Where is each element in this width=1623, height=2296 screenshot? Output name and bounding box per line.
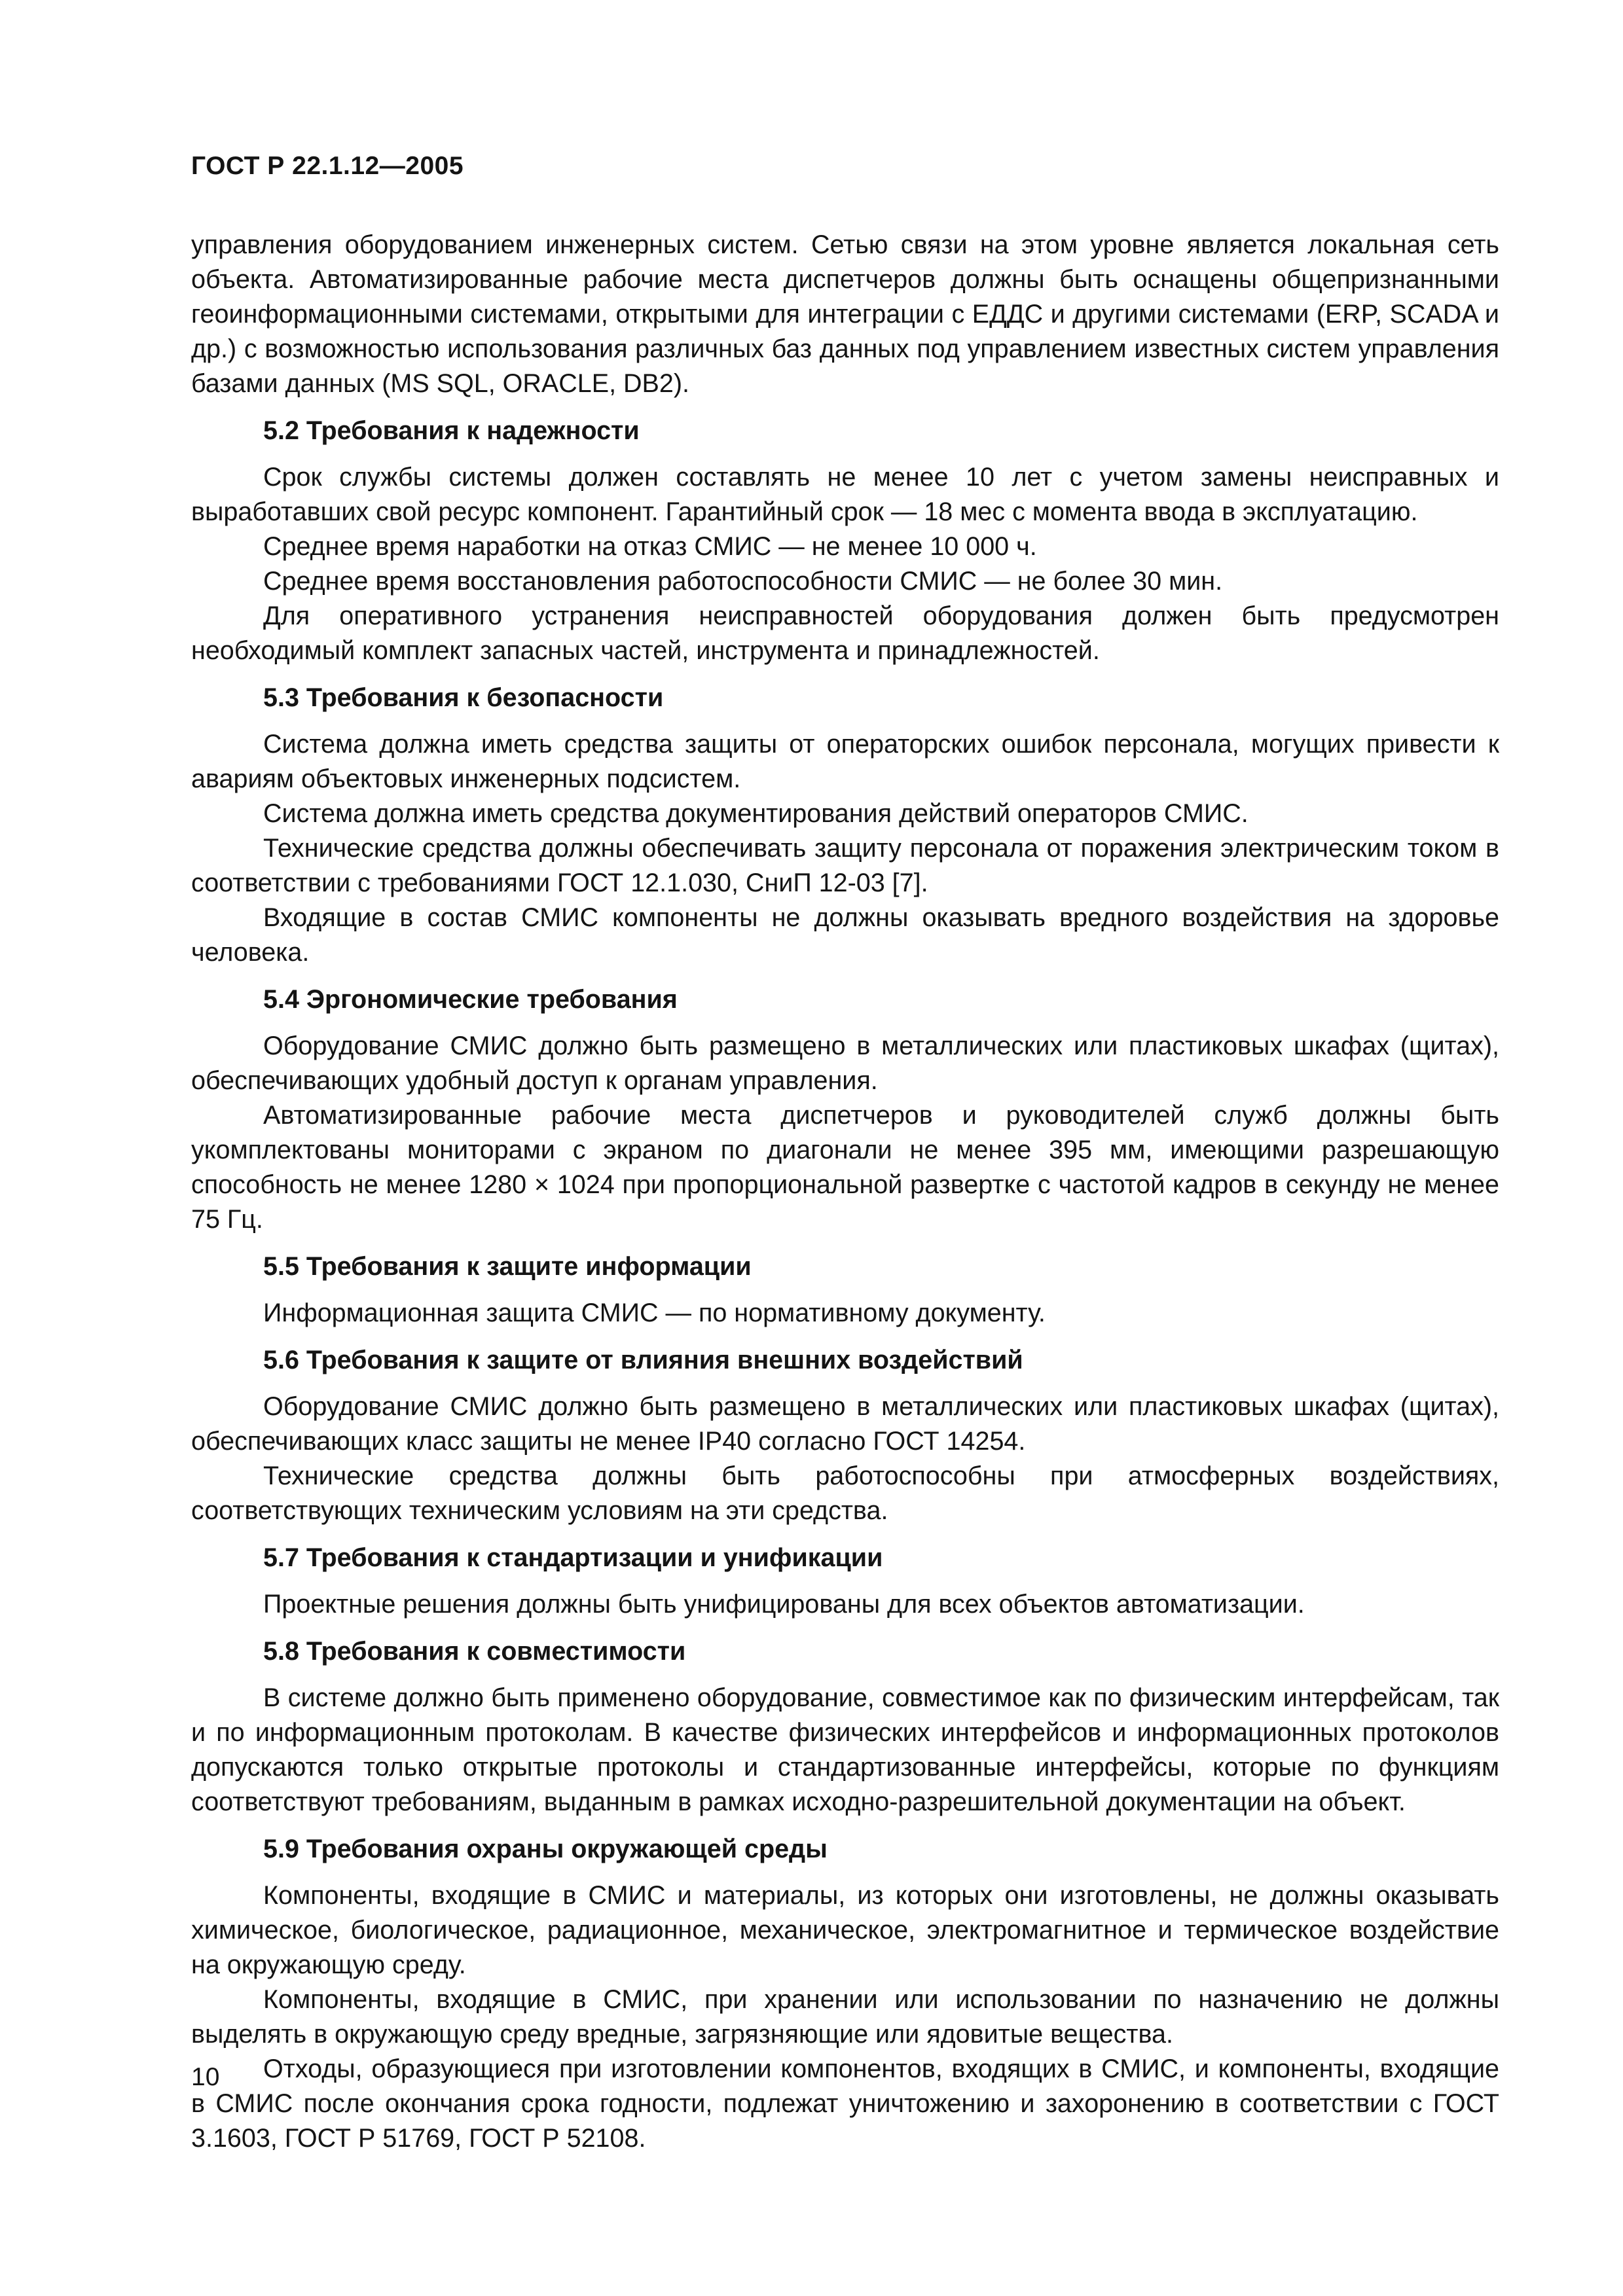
paragraph: Информационная защита СМИС — по нормативному документу. bbox=[263, 1299, 1046, 1327]
paragraph: Для оперативного устранения неисправностей оборудования должен быть предусмотрен необходимый комплект запасных частей, инструмента и принадлежностей. bbox=[191, 601, 1499, 665]
section-title-5-8: 5.8 Требования к совместимости bbox=[263, 1637, 686, 1666]
section-title-5-4: 5.4 Эргономические требования bbox=[263, 985, 678, 1014]
paragraph: Отходы, образующиеся при изготовлении компонентов, входящих в СМИС, и компоненты, входящие в СМИС после окончания срока годности, подлежат уничтожению и захоронению в соответствии с ГОСТ 3.1603, ГОСТ Р 51769, ГОСТ Р 52108. bbox=[191, 2054, 1499, 2153]
paragraph: Оборудование СМИС должно быть размещено в металлических или пластиковых шкафах (щитах), обеспечивающих удобный доступ к органам управления. bbox=[191, 1031, 1499, 1095]
paragraph: Проектные решения должны быть унифицированы для всех объектов автоматизации. bbox=[263, 1590, 1305, 1619]
paragraph: В системе должно быть применено оборудование, совместимое как по физическим интерфейсам, так и по информационным протоколам. В качестве физических интерфейсов и информационных протоколов допускаются только открытые протоколы и стандартизованные интерфейсы, которые по функциям соответствуют требованиям, выданным в рамках исходно-разрешительной документации на объект. bbox=[191, 1683, 1499, 1816]
paragraph: Система должна иметь средства защиты от операторских ошибок персонала, могущих привести к авариям объектовых инженерных подсистем. bbox=[191, 730, 1499, 793]
document-designation: ГОСТ Р 22.1.12—2005 bbox=[191, 152, 464, 180]
paragraph: Среднее время наработки на отказ СМИС — не менее 10 000 ч. bbox=[263, 532, 1037, 561]
paragraph: Компоненты, входящие в СМИС и материалы, из которых они изготовлены, не должны оказывать химическое, биологическое, радиационное, механическое, электромагнитное и термическое воздействие на окружающую среду. bbox=[191, 1881, 1499, 1979]
paragraph: Технические средства должны обеспечивать защиту персонала от поражения электрическим током в соответствии с требованиями ГОСТ 12.1.030, СниП 12-03 [7]. bbox=[191, 834, 1499, 897]
continuation-paragraph: управления оборудованием инженерных систем. Сетью связи на этом уровне является локальная сеть объекта. Автоматизированные рабочие места диспетчеров должны быть оснащены общепризнанными геоинформационными системами, открытыми для интеграции с ЕДДС и другими системами (ERP, SCADA и др.) с возможностью использования различных баз данных под управлением известных систем управления базами данных (MS SQL, ORACLE, DB2). bbox=[191, 230, 1499, 398]
paragraph: Оборудование СМИС должно быть размещено в металлических или пластиковых шкафах (щитах), обеспечивающих класс защиты не менее IP40 согласно ГОСТ 14254. bbox=[191, 1392, 1499, 1456]
section-title-5-9: 5.9 Требования охраны окружающей среды bbox=[263, 1835, 828, 1863]
section-title-5-6: 5.6 Требования к защите от влияния внешних воздействий bbox=[263, 1346, 1023, 1374]
paragraph: Входящие в состав СМИС компоненты не должны оказывать вредного воздействия на здоровье человека. bbox=[191, 903, 1499, 967]
page-number: 10 bbox=[191, 2063, 220, 2091]
paragraph: Автоматизированные рабочие места диспетчеров и руководителей служб должны быть укомплектованы мониторами с экраном по диагонали не менее 395 мм, имеющими разрешающую способность не менее 1280 × 1024 при пропорциональной развертке с частотой кадров в секунду не менее 75 Гц. bbox=[191, 1101, 1499, 1234]
section-title-5-7: 5.7 Требования к стандартизации и унификации bbox=[263, 1543, 883, 1572]
paragraph: Срок службы системы должен составлять не менее 10 лет с учетом замены неисправных и выработавших свой ресурс компонент. Гарантийный срок — 18 мес с момента ввода в эксплуатацию. bbox=[191, 463, 1499, 526]
section-title-5-2: 5.2 Требования к надежности bbox=[263, 416, 640, 445]
paragraph: Среднее время восстановления работоспособности СМИС — не более 30 мин. bbox=[263, 567, 1223, 596]
paragraph: Компоненты, входящие в СМИС, при хранении или использовании по назначению не должны выделять в окружающую среду вредные, загрязняющие или ядовитые вещества. bbox=[191, 1985, 1499, 2049]
section-title-5-5: 5.5 Требования к защите информации bbox=[263, 1252, 752, 1281]
section-title-5-3: 5.3 Требования к безопасности bbox=[263, 683, 664, 712]
paragraph: Технические средства должны быть работоспособны при атмосферных воздействиях, соответствующих техническим условиям на эти средства. bbox=[191, 1462, 1499, 1525]
paragraph: Система должна иметь средства документирования действий операторов СМИС. bbox=[263, 799, 1249, 828]
document-body bbox=[191, 228, 1499, 2156]
